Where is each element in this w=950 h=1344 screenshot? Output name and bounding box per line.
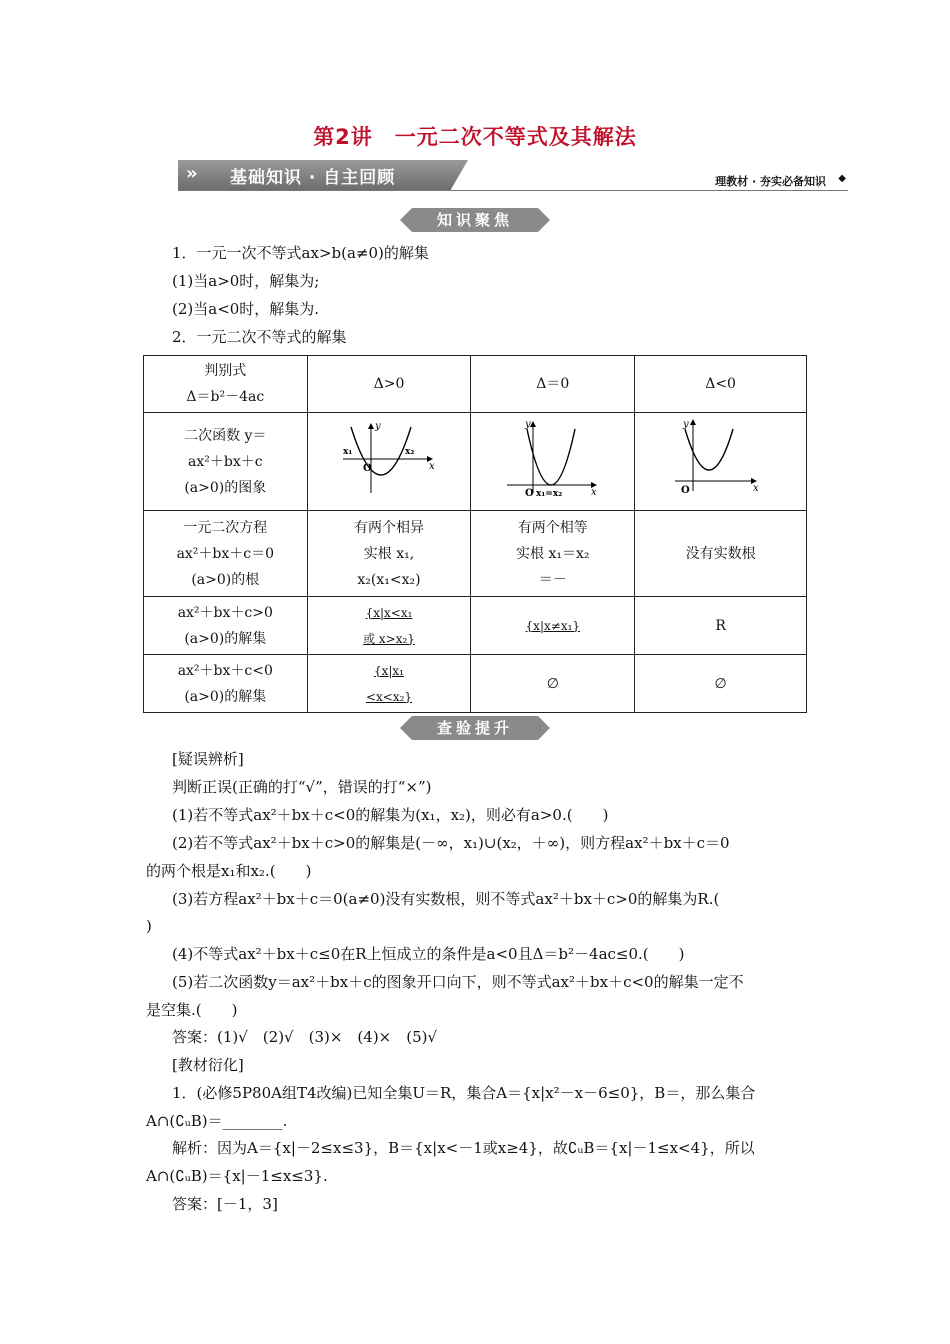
section-tag-knowledge: 知识聚焦 xyxy=(400,208,550,232)
axis-label: y xyxy=(524,419,531,430)
axis-label: x₁ xyxy=(342,447,353,457)
table-row xyxy=(144,511,807,597)
check-line: 判断正误(正确的打“√”，错误的打“×”) xyxy=(172,778,432,796)
table-cell: Δ＝0 xyxy=(471,356,635,413)
axis-label: x xyxy=(752,483,759,494)
axis-label: O xyxy=(680,485,690,496)
axis-label: O xyxy=(524,488,534,497)
check-line: [教材衍化] xyxy=(172,1056,244,1074)
check-line: ) xyxy=(146,917,152,935)
table-cell: ∅ xyxy=(471,655,635,713)
intro-line-2: (1)当a>0时，解集为; xyxy=(172,272,320,290)
banner-label: 基础知识 · 自主回顾 xyxy=(230,168,396,188)
check-line: (2)若不等式ax²＋bx＋c>0的解集是(－∞，x₁)∪(x₂，＋∞)，则方程ax²＋bx＋c＝0 xyxy=(172,834,730,852)
cell-text: (a>0)的解集 xyxy=(184,688,267,705)
table-cell xyxy=(144,511,308,597)
axis-label: x xyxy=(428,461,435,472)
section-banner xyxy=(178,160,848,192)
table-cell xyxy=(471,413,635,511)
table-cell xyxy=(307,413,471,511)
cell-text: ax²＋bx＋c＝0 xyxy=(176,545,275,562)
diamond-icon: ◆ xyxy=(838,173,846,184)
cell-text: ax²＋bx＋c xyxy=(188,453,263,470)
banner-rule xyxy=(178,190,848,191)
axis-label: x₂ xyxy=(404,447,415,457)
cell-text: 判别式 xyxy=(204,363,247,379)
table-row xyxy=(144,413,807,511)
axis-label: O xyxy=(362,463,372,474)
check-line: 是空集.( ) xyxy=(146,1001,238,1019)
table-cell: R xyxy=(635,597,807,655)
parabola-no-root-graph xyxy=(671,417,771,497)
check-line: A∩(∁ᵤB)＝________. xyxy=(146,1112,288,1130)
cell-text: x₂(x₁<x₂) xyxy=(357,571,421,588)
cell-text: 二次函数 y＝ xyxy=(184,427,267,444)
cell-text: 有两个相等 xyxy=(517,519,588,536)
intro-line-4: 2．一元二次不等式的解集 xyxy=(172,328,347,346)
check-line: 解析：因为A＝{x|－2≤x≤3}，B＝{x|x<－1或x≥4}，故∁ᵤB＝{x|－1≤x<4}，所以 xyxy=(172,1139,755,1157)
check-line: (5)若二次函数y＝ax²＋bx＋c的图象开口向下，则不等式ax²＋bx＋c<0的解集一定不 xyxy=(172,973,744,991)
cell-text: {x|x≠x₁} xyxy=(525,618,581,633)
table-cell xyxy=(144,356,308,413)
axis-label: x xyxy=(590,487,597,497)
check-line: A∩(∁ᵤB)＝{x|－1≤x≤3}. xyxy=(146,1167,328,1185)
table-cell: 没有实数根 xyxy=(635,511,807,597)
table-row xyxy=(144,655,807,713)
table-cell xyxy=(307,511,471,597)
table-cell: Δ>0 xyxy=(307,356,471,413)
table-cell xyxy=(144,413,308,511)
table-cell xyxy=(307,655,471,713)
check-line: 1．(必修5P80A组T4改编)已知全集U＝R，集合A＝{x|x²－x－6≤0}，B＝，那么集合 xyxy=(172,1084,756,1102)
cell-text: (a>0)的图象 xyxy=(184,479,267,496)
check-line: (4)不等式ax²＋bx＋c≤0在R上恒成立的条件是a<0且Δ＝b²－4ac≤0.( ) xyxy=(172,945,685,963)
table-cell xyxy=(307,597,471,655)
table-row xyxy=(144,597,807,655)
section-tag-check: 查验提升 xyxy=(400,716,550,740)
table-cell: ∅ xyxy=(635,655,807,713)
intro-line-1: 1．一元一次不等式ax>b(a≠0)的解集 xyxy=(172,244,429,262)
page-title: 第2讲 一元二次不等式及其解法 xyxy=(313,125,637,149)
cell-text: ax²＋bx＋c<0 xyxy=(177,662,273,679)
table-row xyxy=(144,356,807,413)
check-answer: 答案：(1)√ (2)√ (3)× (4)× (5)√ xyxy=(172,1028,438,1046)
intro-line-3: (2)当a<0时，解集为. xyxy=(172,300,320,318)
table-cell xyxy=(471,597,635,655)
solution-table xyxy=(143,355,807,713)
axis-label: y xyxy=(682,419,689,430)
cell-text: 实根 x₁, xyxy=(363,545,415,562)
check-line: [疑误辨析] xyxy=(172,750,244,768)
cell-text: ax²＋bx＋c>0 xyxy=(177,604,273,621)
cell-text: Δ＝b²－4ac xyxy=(186,389,265,405)
table-cell xyxy=(144,597,308,655)
cell-text: 一元二次方程 xyxy=(183,519,268,536)
banner-arrows-icon: » xyxy=(186,163,198,184)
cell-text: 有两个相异 xyxy=(353,519,424,536)
table-cell xyxy=(144,655,308,713)
cell-text: ＝－ xyxy=(538,571,567,588)
axis-label: x₁=x₂ xyxy=(535,489,562,497)
cell-text: {x|x<x₁ xyxy=(365,605,413,620)
parabola-two-roots-graph xyxy=(339,419,439,495)
cell-text: (a>0)的根 xyxy=(191,571,260,588)
check-line: (1)若不等式ax²＋bx＋c<0的解集为(x₁，x₂)，则必有a>0.( ) xyxy=(172,806,609,824)
cell-text: 或 x>x₂} xyxy=(363,631,415,646)
check-answer: 答案：[－1，3] xyxy=(172,1195,278,1213)
check-line: (3)若方程ax²＋bx＋c＝0(a≠0)没有实数根，则不等式ax²＋bx＋c>0的解集为R.( xyxy=(172,890,720,908)
parabola-one-root-graph xyxy=(503,417,603,497)
cell-text: <x<x₂} xyxy=(365,689,413,704)
cell-text: 实根 x₁＝x₂ xyxy=(516,545,590,562)
axis-label: y xyxy=(374,421,381,432)
table-cell xyxy=(471,511,635,597)
cell-text: {x|x₁ xyxy=(373,663,404,678)
banner-right-label: 理教材 · 夯实必备知识 xyxy=(715,175,826,188)
check-line: 的两个根是x₁和x₂.( ) xyxy=(146,862,312,880)
table-cell xyxy=(635,413,807,511)
cell-text: (a>0)的解集 xyxy=(184,630,267,647)
table-cell: Δ<0 xyxy=(635,356,807,413)
